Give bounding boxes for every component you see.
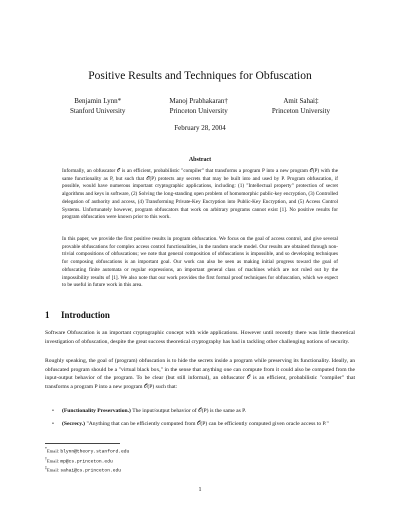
author-name: Manoj Prabhakaran† xyxy=(169,97,228,105)
author-name: Benjamin Lynn* xyxy=(74,97,122,105)
author-affiliation: Princeton University xyxy=(169,107,228,115)
footnote-email: sahai@cs.princeton.edu xyxy=(60,468,121,474)
section-heading xyxy=(45,310,345,320)
footnotes xyxy=(45,446,345,475)
footnote-label: Email: xyxy=(46,467,60,473)
footnote-mark: * xyxy=(45,447,47,451)
footnote xyxy=(45,456,345,466)
author-2 xyxy=(169,96,228,116)
list-item xyxy=(52,407,355,416)
author-name: Amit Sahai‡ xyxy=(283,97,319,105)
author-1 xyxy=(70,96,125,116)
footnote-divider xyxy=(45,443,120,444)
bullet-icon: • xyxy=(52,421,54,427)
paper-date: February 28, 2004 xyxy=(174,124,226,132)
footnote xyxy=(45,465,345,475)
body-paragraph: Software Obfuscation is an important cryptographic concept with wide applications. However until recently there was little theoretical investigation of obfuscation, despite the great success theoretical cryptography has had in tackling other challenging notions of security. xyxy=(45,330,355,345)
paper-title: Positive Results and Techniques for Obfuscation xyxy=(88,70,312,82)
list-item-text: The input/output behavior of 𝒪(P) is the same as P. xyxy=(132,408,247,414)
footnote-label: Email: xyxy=(46,448,60,454)
footnote xyxy=(45,446,345,456)
footnote-email: blynn@theory.stanford.edu xyxy=(60,449,130,455)
list-item-label: (Secrecy.) xyxy=(62,421,86,427)
bullet-icon: • xyxy=(52,408,54,414)
footnote-mark: ‡ xyxy=(45,466,47,471)
footnote-mark: † xyxy=(45,456,47,461)
abstract-paragraph: Informally, an obfuscator 𝒪 is an efficient, probabilistic "compiler" that transforms a program P into a new program 𝒪(P) with the same functionality as P, but such that 𝒪(P) protects any secrets that may be built into and used by P. Program obfuscation, if possible, would have numerous important cryptographic applications, including: (1) "Intellectual property" protection of secret algorithms and keys in software, (2) Solving the long-standing open problem of homomorphic public-key encryption, (3) Controlled delegation of authority and access, (4) Transforming Private-Key Encryption into Public-Key Encryption, and (5) Access Control Systems. Unfortunately however, program obfuscators that work on arbitrary programs cannot exist [1]. No positive results for program obfuscation were known prior to this work. xyxy=(62,168,338,221)
list-item-text: "Anything that can be efficiently computed from 𝒪(P) can be efficiently computed given oracle access to P." xyxy=(86,421,329,427)
abstract-paragraph: In this paper, we provide the first positive results in program obfuscation. We focus on the goal of access control, and give several provable obfuscations for complex access control functionalities, in the random oracle model. Our results are obtained through non-trivial compositions of obfuscations; we note that general composition of obfuscations is impossible, and so developing techniques for composing obfuscations is an important goal. Our work can also be seen as making initial progress toward the goal of obfuscating finite automata or regular expressions, an important general class of machines which are not ruled out by the impossibility results of [1]. We also note that our work provides the first formal proof techniques for obfuscation, which we expect to be useful in future work in this area. xyxy=(62,236,338,289)
footnote-label: Email: xyxy=(46,458,60,464)
section-title: Introduction xyxy=(61,310,110,320)
author-affiliation: Stanford University xyxy=(70,107,126,115)
list-item-label: (Functionality Preservation.) xyxy=(62,408,131,414)
author-affiliation: Princeton University xyxy=(271,107,330,115)
page-number: 1 xyxy=(198,487,202,493)
list-item xyxy=(52,420,355,429)
abstract-heading: Abstract xyxy=(188,157,212,163)
author-3 xyxy=(272,96,330,116)
section-number: 1 xyxy=(45,310,50,320)
author-block xyxy=(70,96,330,116)
footnote-email: mp@cs.princeton.edu xyxy=(60,459,113,465)
body-paragraph: Roughly speaking, the goal of (program) obfuscation is to hide the secrets inside a program while preserving its functionality. Ideally, an obfuscated program should be a "virtual black box," in the sense that anything one can compute from it could also be computed from the input-output behavior of the program. To be clear (but still informal), an obfuscator 𝒪 is an efficient, probabilistic "compiler" that transforms a program P into a new program 𝒪(P) such that: xyxy=(45,358,355,390)
